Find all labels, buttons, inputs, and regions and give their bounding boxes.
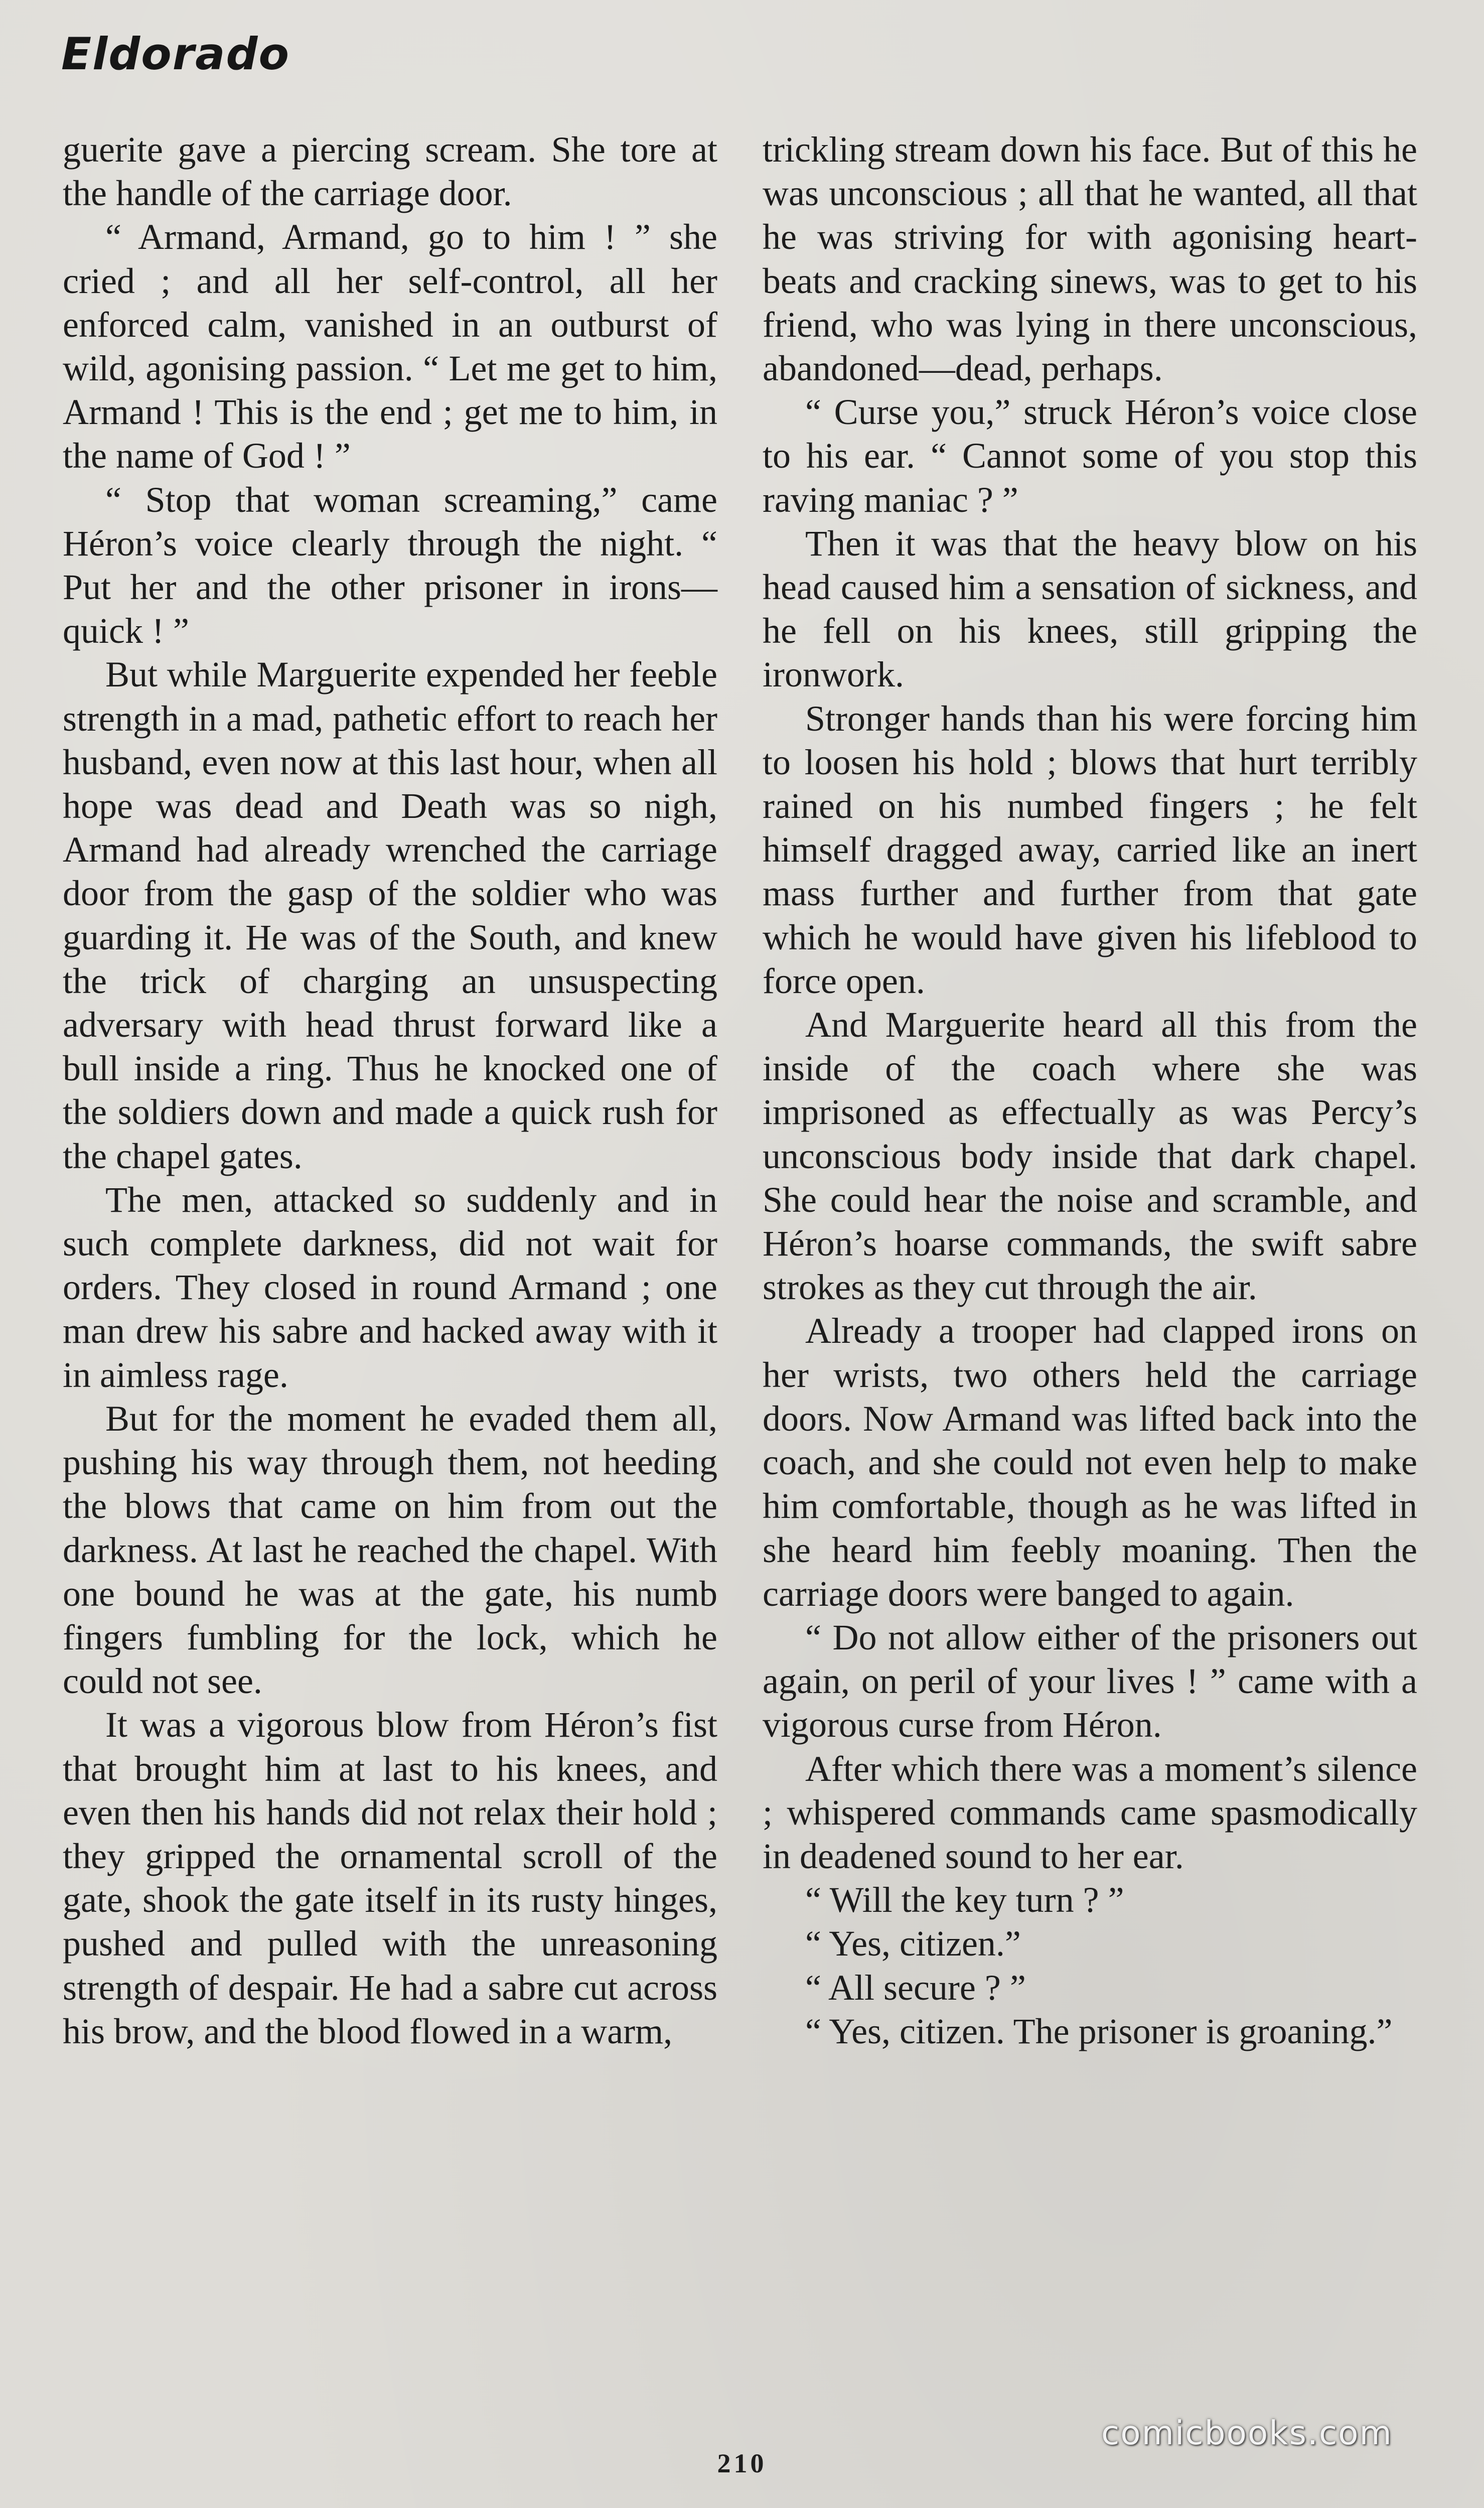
running-head: Eldorado — [61, 28, 290, 80]
paragraph: “ Stop that woman screaming,” came Héron’s voice clearly through the night. “ Put her and the other prisoner in irons—quick ! ” — [63, 479, 717, 651]
paragraph: Already a trooper had clapped irons on her wrists, two others held the carriage doors. Now Armand was lifted back into the coach, and she could not even help to make him comfortable, though as he was lifted in she heard him feebly moaning. Then the carriage doors were banged to again. — [763, 1311, 1417, 1614]
paragraph: It was a vigorous blow from Héron’s fist that brought him at last to his knees, and even then his hands did not relax their hold ; they gripped the ornamental scroll of the gate, shook the gate itself in its rusty hinges, pushed and pulled with the unreasoning strength of despair. He had a sabre cut across his brow, and the blood flowed in a warm, — [63, 1705, 717, 2051]
paragraph: The men, attacked so suddenly and in such complete darkness, did not wait for orders. They closed in round Armand ; one man drew his sabre and hacked away with it in aimless rage. — [63, 1179, 717, 1395]
paragraph: “ Curse you,” struck Héron’s voice close to his ear. “ Cannot some of you stop this raving maniac ? ” — [763, 392, 1417, 520]
paragraph: But for the moment he evaded them all, pushing his way through them, not heeding the blows that came on him from out the darkness. At last he reached the chapel. With one bound he was at the gate, his numb fingers fumbling for the lock, which he could not see. — [63, 1398, 717, 1702]
left-column — [63, 128, 717, 2053]
paragraph: “ Yes, citizen. The prisoner is groaning.” — [805, 2011, 1393, 2051]
paragraph: trickling stream down his face. But of this he was unconscious ; all that he wanted, all that he was striving for with agonising heart-beats and cracking sinews, was to get to his friend, who was lying in there unconscious, abandoned—dead, perhaps. — [763, 129, 1417, 389]
paragraph: “ Will the key turn ? ” — [805, 1880, 1124, 1920]
paragraph: “ All secure ? ” — [805, 1967, 1026, 2008]
page-number: 210 — [717, 2448, 767, 2478]
paragraph: But while Marguerite expended her feeble strength in a mad, pathetic effort to reach her husband, even now at this last hour, when all hope was dead and Death was so nigh, Armand had already wrenched the carriage door from the gasp of the soldier who was guarding it. He was of the South, and knew the trick of charging an unsuspecting adversary with head thrust forward like a bull inside a ring. Thus he knocked one of the soldiers down and made a quick rush for the chapel gates. — [63, 654, 717, 1176]
watermark: comicbooks.com — [1101, 2414, 1393, 2452]
paragraph: And Marguerite heard all this from the inside of the coach where she was imprisoned as effectually as was Percy’s unconscious body inside that dark chapel. She could hear the noise and scramble, and Héron’s hoarse commands, the swift sabre strokes as they cut through the air. — [763, 1005, 1417, 1308]
paragraph: “ Armand, Armand, go to him ! ” she cried ; and all her self-control, all her enforced calm, vanished in an outburst of wild, agonising passion. “ Let me get to him, Armand ! This is the end ; get me to him, in the name of God ! ” — [63, 217, 717, 476]
paragraph: guerite gave a piercing scream. She tore at the handle of the carriage door. — [63, 129, 717, 214]
paragraph: “ Do not allow either of the prisoners out again, on peril of your lives ! ” came with a vigorous curse from Héron. — [763, 1617, 1417, 1745]
right-column — [763, 128, 1417, 2053]
paragraph: Then it was that the heavy blow on his head caused him a sensation of sickness, and he fell on his knees, still gripping the ironwork. — [763, 523, 1417, 695]
paragraph: “ Yes, citizen.” — [805, 1923, 1021, 1964]
paragraph: Stronger hands than his were forcing him to loosen his hold ; blows that hurt terribly rained on his numbed fingers ; he felt himself dragged away, carried like an inert mass further and further from that gate which he would have given his lifeblood to force open. — [763, 698, 1417, 1001]
paragraph: After which there was a moment’s silence ; whispered commands came spasmodically in deadened sound to her ear. — [763, 1748, 1417, 1876]
